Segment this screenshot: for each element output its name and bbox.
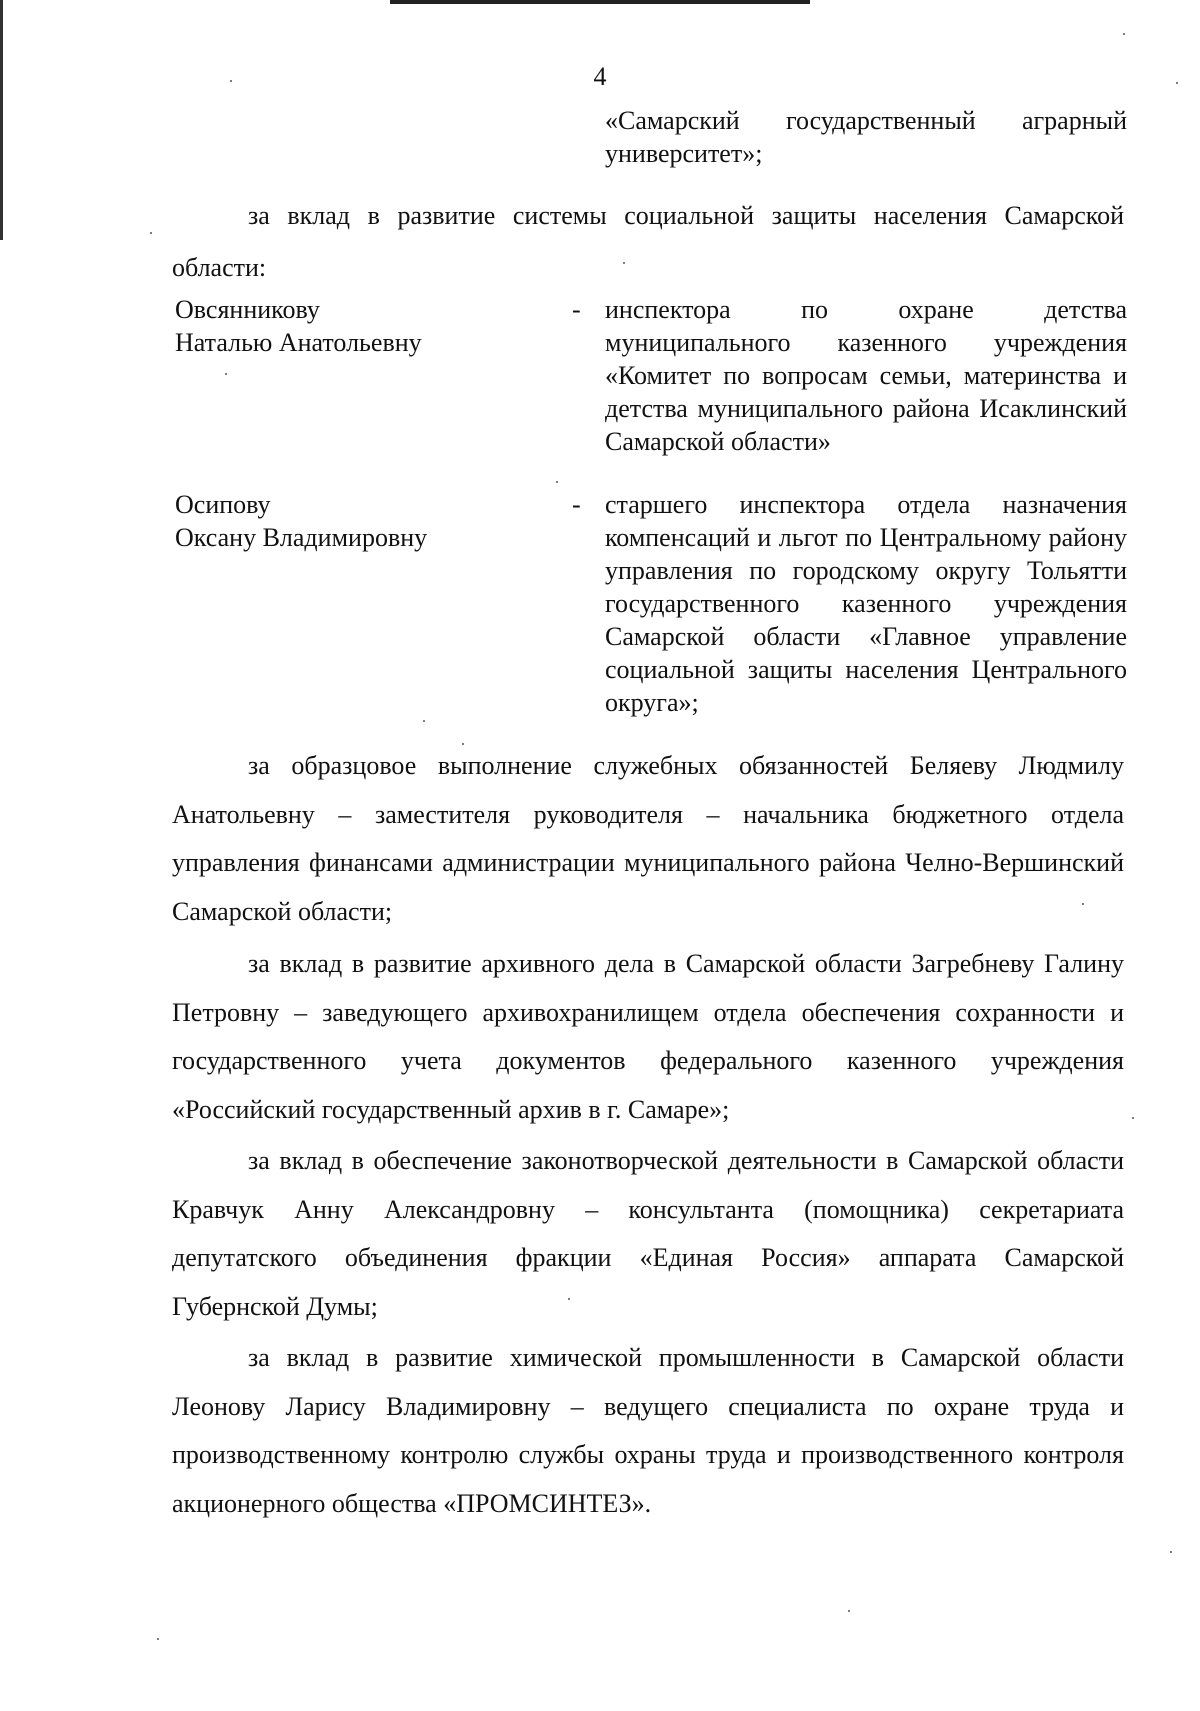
award-paragraph: за вклад в обеспечение законотворческой деятельности в Самарской области Кравчук Анну Александровну – консультанта (помощника) секретариата депутатского объединения фракции «Единая Россия» аппарата Самарской Губернской Думы; <box>172 1146 1124 1321</box>
award-paragraph: за образцовое выполнение служебных обязанностей Беляеву Людмилу Анатольевну – заместителя руководителя – начальника бюджетного отдела управления финансами администрации муниципального района Челно-Вершинский Самарской области; <box>172 751 1124 926</box>
scan-speck <box>1082 903 1084 905</box>
awardee-surname: Овсянникову <box>175 295 320 324</box>
entry-dash: - <box>572 295 581 324</box>
page-number: 4 <box>593 62 607 91</box>
scan-speck <box>848 1610 850 1612</box>
scan-speck <box>423 720 425 722</box>
awardee-name <box>175 488 535 554</box>
scan-speck <box>623 262 625 264</box>
scan-speck <box>157 1638 159 1640</box>
scan-speck <box>462 743 464 745</box>
scan-speck <box>1176 82 1178 84</box>
scan-speck <box>225 373 227 375</box>
scan-speck <box>230 80 232 82</box>
entry-dash: - <box>572 490 581 519</box>
scan-artifact-left-edge <box>0 0 3 240</box>
awardee-position: старшего инспектора отдела назначения компенсаций и льгот по Центральному району управления по городскому округу Тольятти государственного казенного учреждения Самарской области «Главное управление социальной защиты населения Центрального округа»; <box>605 490 1127 717</box>
awardee-surname: Осипову <box>175 490 271 519</box>
awardee-given-names: Наталью Анатольевну <box>175 328 422 357</box>
section-intro: за вклад в развитие системы социальной защиты населения Самарской области: <box>172 201 1124 282</box>
continuation-text: «Самарский государственный аграрный университет»; <box>605 106 1127 168</box>
award-paragraph: за вклад в развитие архивного дела в Самарской области Загребневу Галину Петровну – заведующего архивохранилищем отдела обеспечения сохранности и государственного учета документов федерального казенного учреждения «Российский государственный архив в г. Самаре»; <box>172 949 1124 1124</box>
awardee-given-names: Оксану Владимировну <box>175 523 428 552</box>
scan-speck <box>1132 1117 1134 1119</box>
awardee-name <box>175 293 535 359</box>
awardee-position: инспектора по охране детства муниципального казенного учреждения «Комитет по вопросам семьи, материнства и детства муниципального района Исаклинский Самарской области» <box>605 295 1127 456</box>
scan-speck <box>1170 1551 1172 1553</box>
scan-speck <box>556 481 558 483</box>
scan-speck <box>568 1298 570 1300</box>
award-paragraph: за вклад в развитие химической промышленности в Самарской области Леонову Ларису Владимировну – ведущего специалиста по охране труда и производственному контролю службы охраны труда и производственного контроля акционерного общества «ПРОМСИНТЕЗ». <box>172 1343 1124 1518</box>
scan-speck <box>150 232 152 234</box>
scan-speck <box>1123 33 1125 35</box>
scan-artifact-top-line <box>390 0 810 4</box>
